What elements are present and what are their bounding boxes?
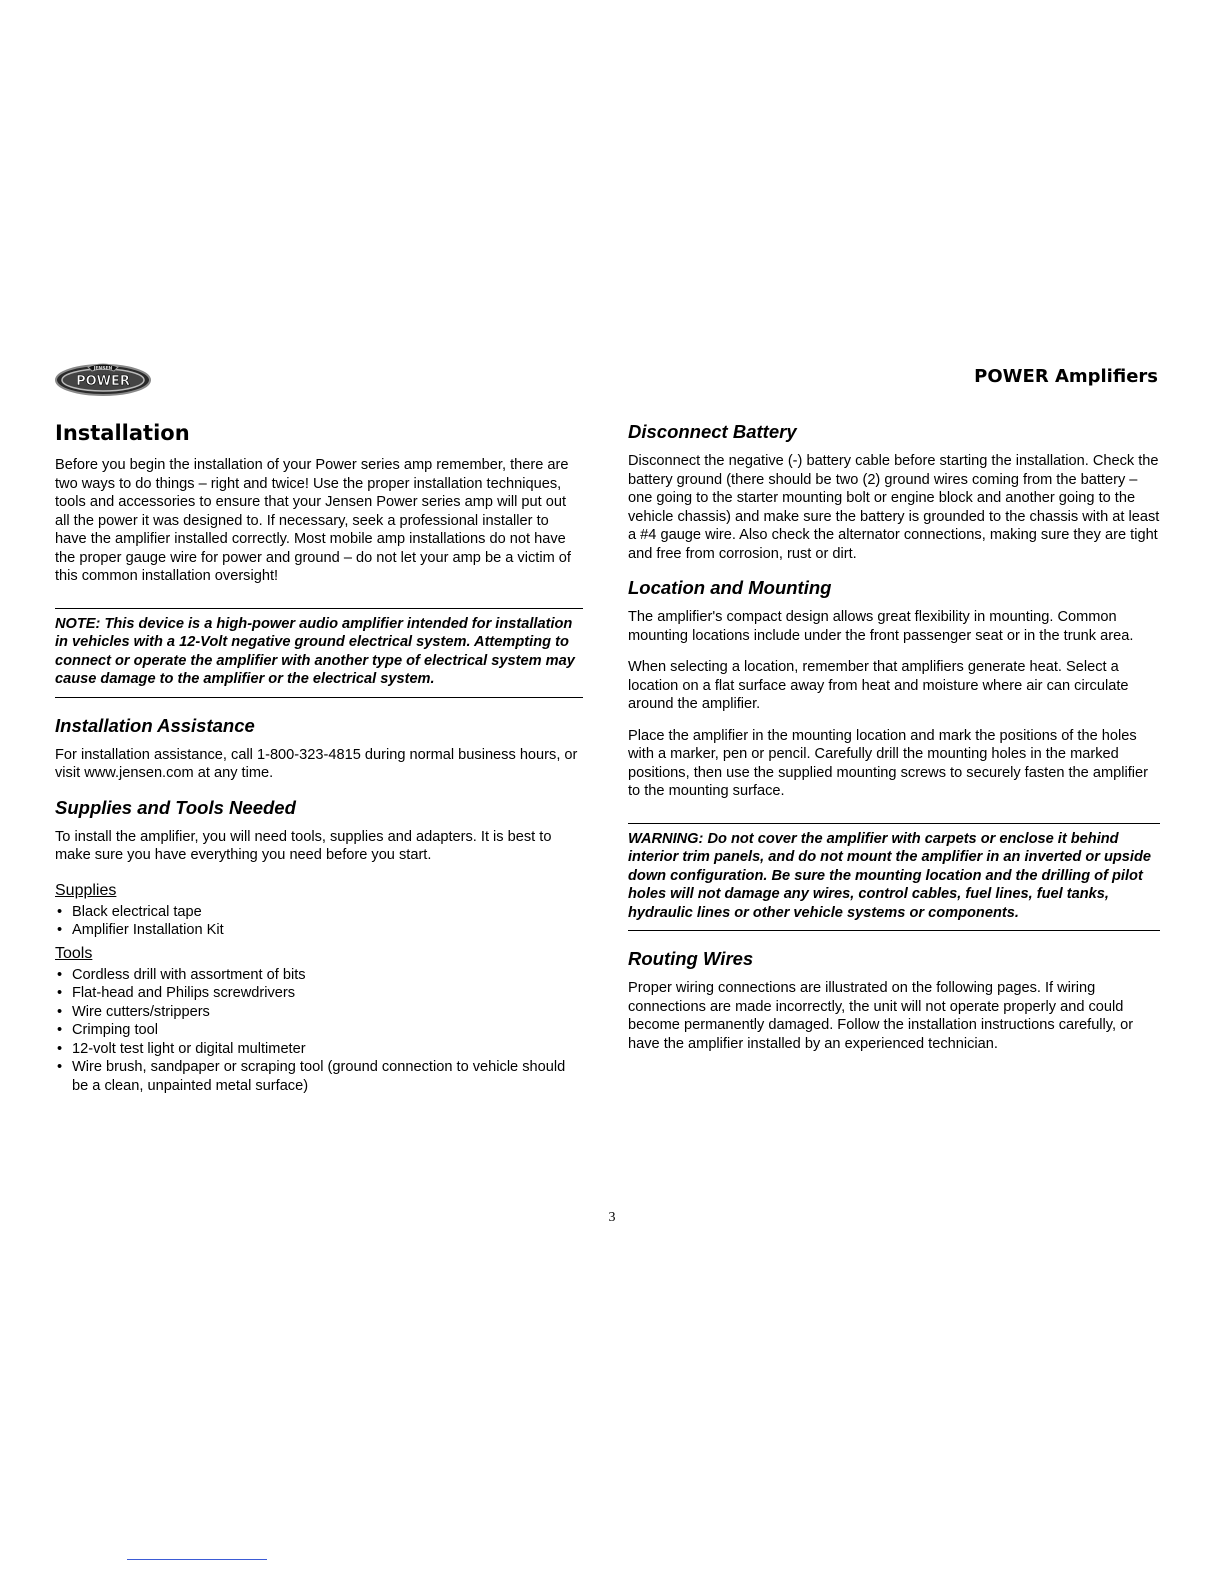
- list-item: • Wire cutters/strippers: [55, 1003, 583, 1022]
- location-paragraph-2: When selecting a location, remember that amplifiers generate heat. Select a location on a flat surface away from heat and moisture where air can circulate around the amplifier.: [628, 659, 1129, 712]
- footer-divider: [127, 1559, 267, 1560]
- list-item: • Flat-head and Philips screwdrivers: [55, 984, 583, 1003]
- location-paragraph-1: The amplifier's compact design allows great flexibility in mounting. Common mounting locations include under the front passenger seat or in the trunk area.: [628, 609, 1134, 644]
- tools-list: [55, 966, 583, 1096]
- heading-supplies-tools: Supplies and Tools Needed: [55, 796, 296, 818]
- svg-text:POWER: POWER: [76, 374, 130, 389]
- list-item: • Black electrical tape: [55, 903, 583, 922]
- tools-heading: Tools: [55, 944, 93, 962]
- supplies-list: [55, 903, 583, 940]
- svg-text:JENSEN: JENSEN: [93, 366, 113, 372]
- document-header-title: POWER Amplifiers: [974, 366, 1158, 387]
- supplies-tools-text: To install the amplifier, you will need tools, supplies and adapters. It is best to make sure you have everything you need before you start.: [55, 828, 552, 863]
- list-item: • Wire brush, sandpaper or scraping tool (ground connection to vehicle should be a clean, unpainted metal surface): [55, 1058, 583, 1095]
- installation-intro: Before you begin the installation of your Power series amp remember, there are two ways to do things – right and twice! Use the proper installation techniques, tools and accessories to ensure that your Jensen Power series amp will put out all the power it was designed to. If necessary, seek a professional installer to have the amplifier installed correctly. Most mobile amp installations do not have the proper gauge wire for power and ground – do not let your amp be a victim of this common installation oversight!: [55, 457, 571, 584]
- page-number: 3: [608, 1210, 616, 1225]
- note-callout: NOTE: This device is a high-power audio amplifier intended for installation in vehicles with a 12-Volt negative ground electrical system. Attempting to connect or operate the amplifier with another type of electrical system may cause damage to the amplifier or the electrical system.: [55, 608, 583, 698]
- routing-text: Proper wiring connections are illustrated on the following pages. If wiring connections are made incorrectly, the unit will not operate properly and could become permanently damaged. Follow the installation instructions carefully, or have the amplifier installed by an experienced technician.: [628, 980, 1134, 1052]
- list-item: • Crimping tool: [55, 1021, 583, 1040]
- warning-callout: WARNING: Do not cover the amplifier with carpets or enclose it behind interior trim panels, and do not mount the amplifier in an inverted or upside down configuration. Be sure the mounting location and the drilling of pilot holes will not damage any wires, control cables, fuel lines, fuel tanks, hydraulic lines or other vehicle systems or components.: [628, 823, 1160, 932]
- left-column: [55, 420, 583, 1095]
- list-item: • Cordless drill with assortment of bits: [55, 966, 583, 985]
- right-column: [628, 420, 1160, 1066]
- supplies-heading: Supplies: [55, 881, 117, 899]
- jensen-power-logo: [54, 360, 152, 398]
- heading-disconnect-battery: Disconnect Battery: [628, 421, 797, 442]
- section-title-installation: Installation: [55, 421, 190, 445]
- battery-text: Disconnect the negative (-) battery cable before starting the installation. Check the battery ground (there should be two (2) ground wires coming from the battery – one going to the starter mounting bolt or engine block and another going to the vehicle chassis) and make sure the battery is grounded to the chassis with at least a #4 gauge wire. Also check the alternator connections, making sure they are tight and free from corrosion, rust or dirt.: [628, 453, 1160, 562]
- heading-installation-assistance: Installation Assistance: [55, 714, 255, 736]
- heading-location-mounting: Location and Mounting: [628, 577, 832, 598]
- location-paragraph-3: Place the amplifier in the mounting location and mark the positions of the holes with a marker, pen or pencil. Carefully drill the mounting holes in the marked positions, then use the supplied mounting screws to securely fasten the amplifier to the mounting surface.: [628, 727, 1148, 799]
- list-item: • Amplifier Installation Kit: [55, 921, 583, 940]
- assistance-text: For installation assistance, call 1-800-323-4815 during normal business hours, or visit www.jensen.com at any time.: [55, 746, 578, 781]
- list-item: • 12-volt test light or digital multimeter: [55, 1040, 583, 1059]
- heading-routing-wires: Routing Wires: [628, 948, 754, 969]
